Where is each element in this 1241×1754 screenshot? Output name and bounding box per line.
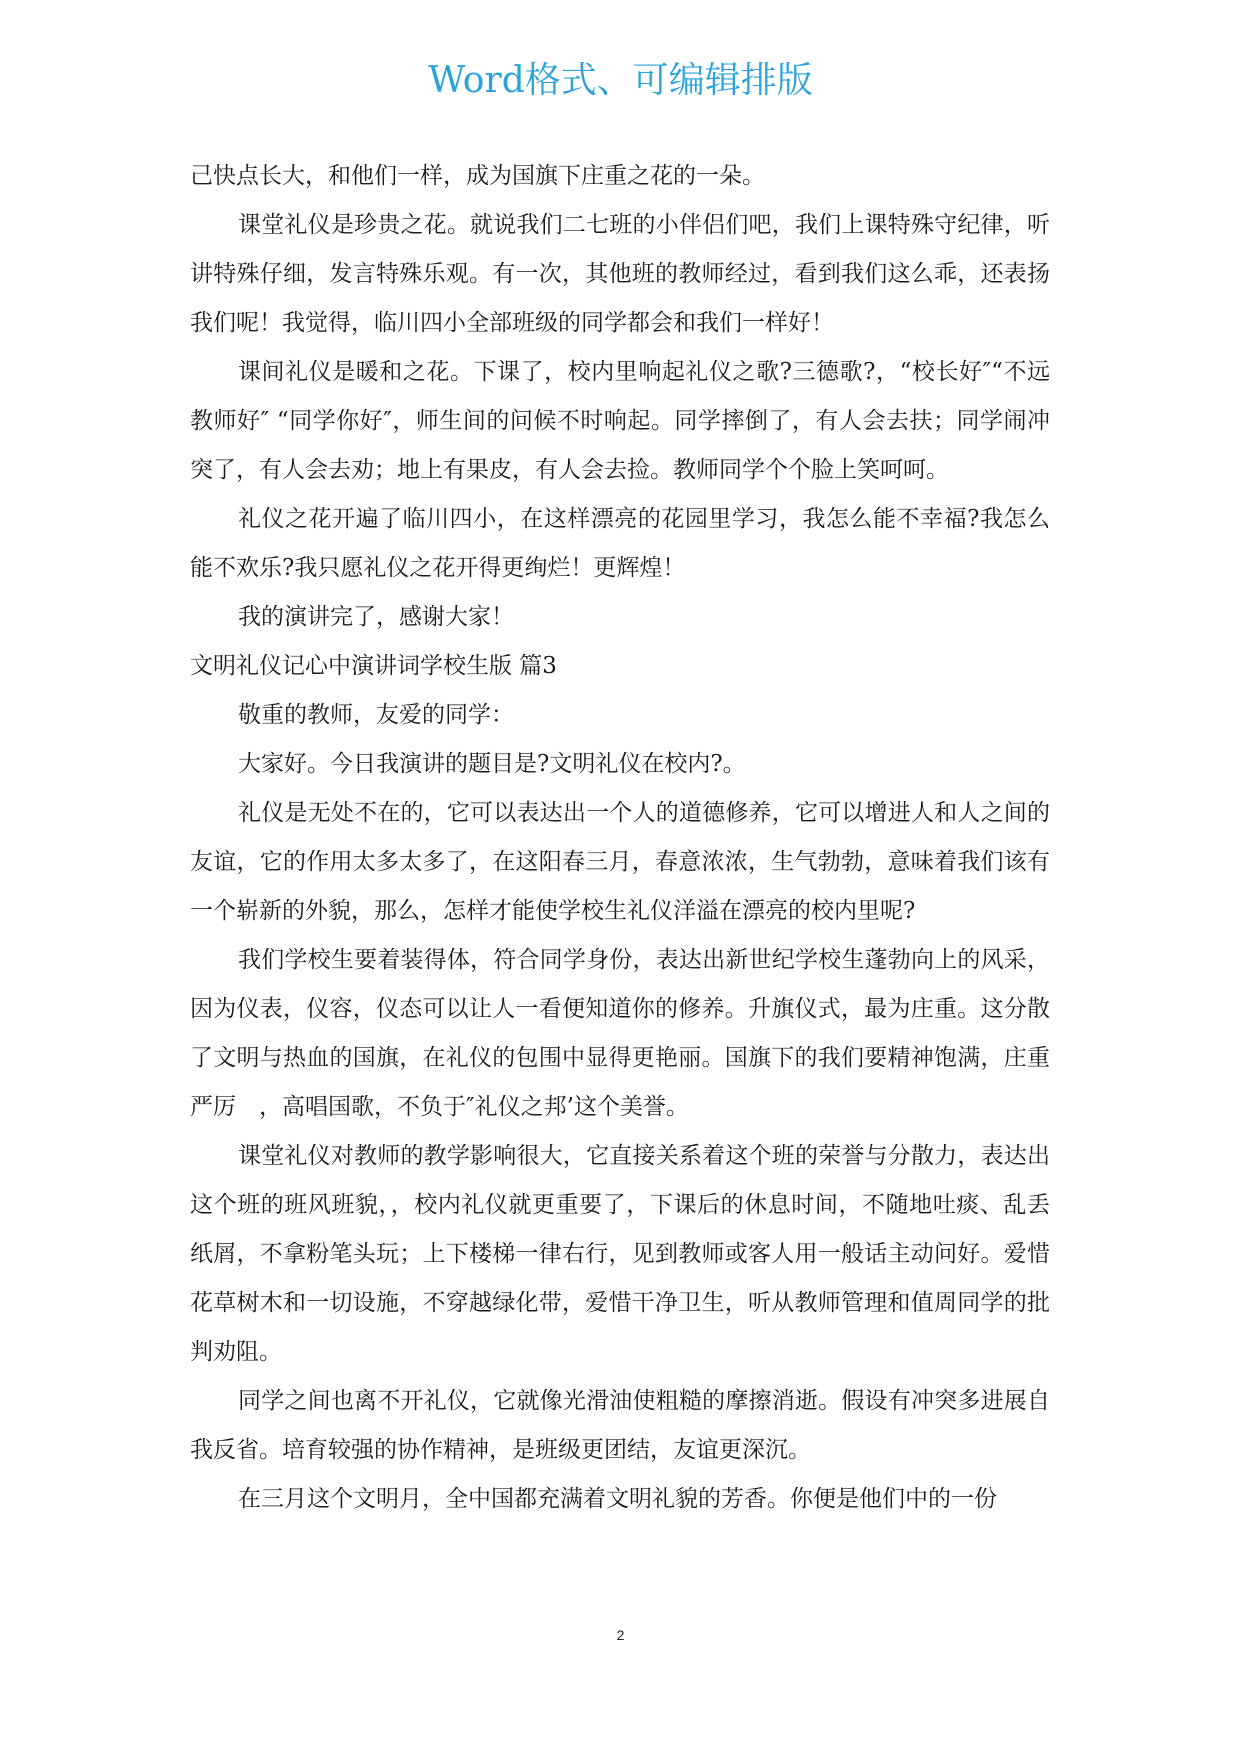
paragraph-dress-code: 我们学校生要着装得体，符合同学身份，表达出新世纪学校生蓬勃向上的风采，因为仪表，仪容，仪态可以让人一看便知道你的修养。升旗仪式，最为庄重。这分散了文明与热血的国旗，在礼仪的包围中显得更艳丽。国旗下的我们要精神饱满，庄重严厉 ，高唱国歌，不负于″礼仪之邦’这个美誉。 [190, 947, 1050, 1120]
document-header-title: Word格式、可编辑排版 [428, 60, 813, 101]
paragraph-etiquette-everywhere: 礼仪是无处不在的，它可以表达出一个人的道德修养，它可以增进人和人之间的友谊，它的作用太多太多了，在这阳春三月，春意浓浓，生气勃勃，意味着我们该有一个崭新的外貌，那么，怎样才能使学校生礼仪洋溢在漂亮的校内里呢? [190, 800, 1050, 924]
paragraph-intro: 大家好。今日我演讲的题目是?文明礼仪在校内?。 [238, 751, 746, 777]
paragraph-classroom-etiquette: 课堂礼仪是珍贵之花。就说我们二七班的小伴侣们吧，我们上课特殊守纪律，听讲特殊仔细，发言特殊乐观。有一次，其他班的教师经过，看到我们这么乖，还表扬我们呢！我觉得，临川四小全部班级的同学都会和我们一样好！ [190, 212, 1050, 336]
page-number: 2 [616, 1627, 625, 1643]
section-heading: 文明礼仪记心中演讲词学校生版 篇3 [190, 653, 557, 679]
paragraph-break-etiquette: 课间礼仪是暖和之花。下课了，校内里响起礼仪之歌?三德歌?，“校长好″“不远教师好″ “同学你好″，师生间的问候不时响起。同学摔倒了，有人会去扶；同学闹冲突了，有人会去劝；地上有果皮，有人会去捡。教师同学个个脸上笑呵呵。 [190, 359, 1050, 483]
paragraph-closing-thanks: 我的演讲完了，感谢大家！ [238, 604, 514, 630]
paragraph-march: 在三月这个文明月，全中国都充满着文明礼貌的芳香。你便是他们中的一份 [238, 1486, 997, 1512]
paragraph-classroom-influence: 课堂礼仪对教师的教学影响很大，它直接关系着这个班的荣誉与分散力，表达出这个班的班风班貌，，校内礼仪就更重要了，下课后的休息时间，不随地吐痰、乱丢纸屑，不拿粉笔头玩；上下楼梯一律右行，见到教师或客人用一般话主动问好。爱惜花草树木和一切设施，不穿越绿化带，爱惜干净卫生，听从教师管理和值周同学的批判劝阻。 [190, 1143, 1050, 1365]
paragraph-greeting: 敬重的教师，友爱的同学： [238, 702, 514, 728]
paragraph-continuation: 己快点长大，和他们一样，成为国旗下庄重之花的一朵。 [190, 163, 765, 189]
paragraph-etiquette-flower: 礼仪之花开遍了临川四小，在这样漂亮的花园里学习，我怎么能不幸福?我怎么能不欢乐?我只愿礼仪之花开得更绚烂！更辉煌！ [190, 506, 1050, 581]
paragraph-classmates: 同学之间也离不开礼仪，它就像光滑油使粗糙的摩擦消逝。假设有冲突多进展自我反省。培育较强的协作精神，是班级更团结，友谊更深沉。 [190, 1388, 1050, 1463]
document-body [190, 152, 1050, 1524]
